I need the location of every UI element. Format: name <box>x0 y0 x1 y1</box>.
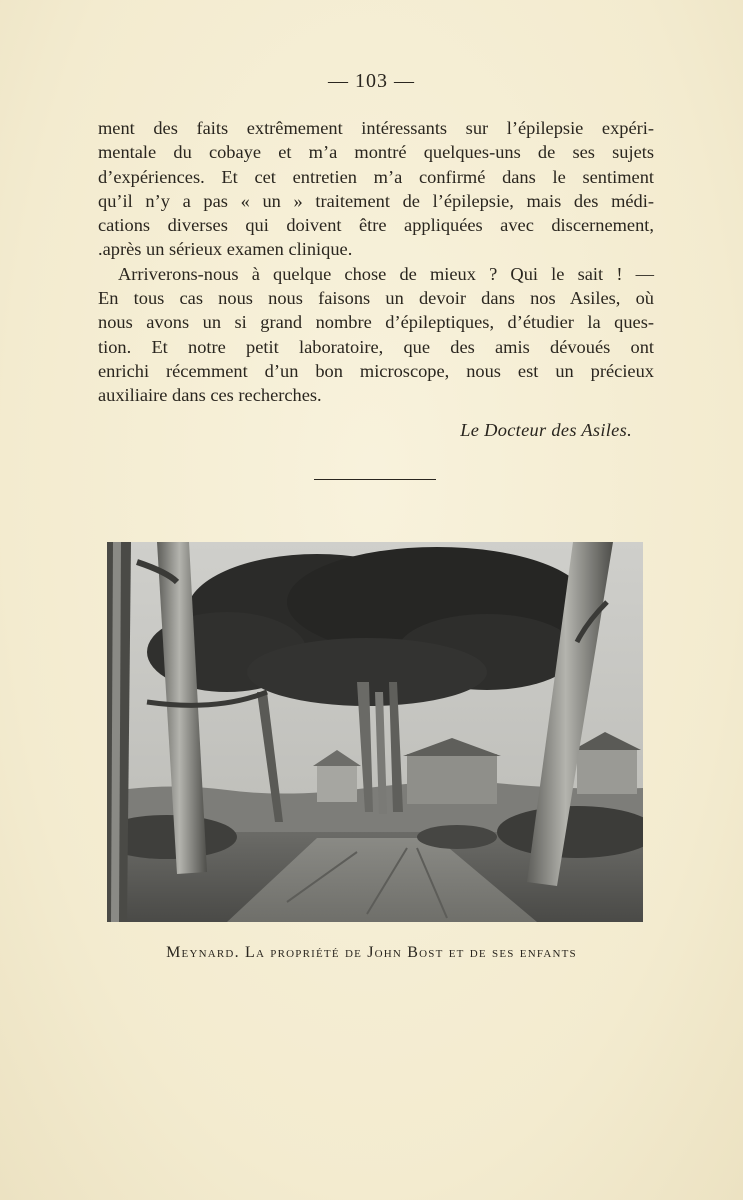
photograph <box>107 542 643 922</box>
section-divider <box>314 479 436 480</box>
text-line: En tous cas nous nous faisons un devoir dans nos Asiles, où <box>98 288 654 309</box>
text-line: .après un sérieux examen clinique. <box>98 239 353 260</box>
text-line: d’expériences. Et cet entretien m’a confirmé dans le sentiment <box>98 166 654 187</box>
photograph-illustration <box>107 542 643 922</box>
text-line: qu’il n’y a pas « un » traitement de l’épilepsie, mais des médi- <box>98 190 654 211</box>
signature: Le Docteur des Asiles. <box>460 420 632 440</box>
body-text <box>98 116 654 408</box>
text-line: cations diverses qui doivent être appliquées avec discernement, <box>98 215 654 236</box>
text-line: enrichi récemment d’un bon microscope, nous est un précieux <box>98 360 654 381</box>
text-line: ment des faits extrêmement intéressants sur l’épilepsie expéri- <box>98 118 654 138</box>
text-line: nous avons un si grand nombre d’épileptiques, d’étudier la ques- <box>98 312 654 333</box>
text-line: Arriverons-nous à quelque chose de mieux ? Qui le sait ! — <box>118 263 654 284</box>
figure-caption: Meynard. La propriété de John Bost et de ses enfants <box>166 944 577 961</box>
text-line: auxiliaire dans ces recherches. <box>98 385 322 406</box>
text-line: mentale du cobaye et m’a montré quelques-uns de ses sujets <box>98 142 654 163</box>
page-number: — 103 — <box>328 70 415 92</box>
text-line: tion. Et notre petit laboratoire, que des amis dévoués ont <box>98 336 654 357</box>
